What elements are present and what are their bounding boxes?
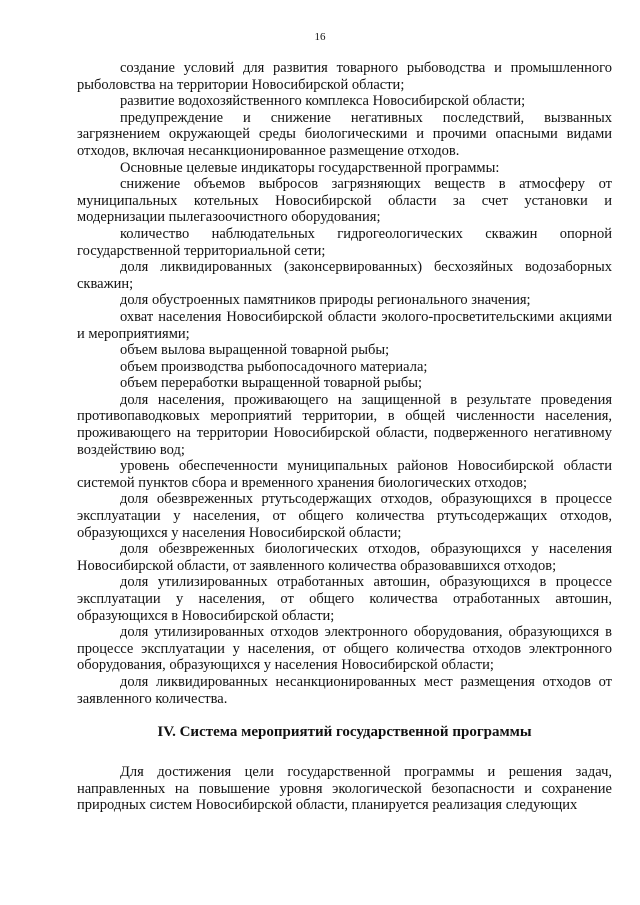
paragraph: Основные целевые индикаторы государственной программы:: [120, 159, 500, 176]
paragraph: количество наблюдательных гидрогеологических скважин опорной государственной территориальной сети;: [77, 225, 612, 259]
paragraph: объем производства рыбопосадочного материала;: [120, 358, 428, 375]
paragraph: развитие водохозяйственного комплекса Новосибирской области;: [120, 93, 526, 110]
paragraph: доля ликвидированных несанкционированных мест размещения отходов от заявленного количества.: [77, 673, 612, 707]
paragraph: доля обезвреженных ртутьсодержащих отходов, образующихся в процессе эксплуатации у населения, от общего количества ртутьсодержащих отходов, образующихся у населения Новосибирской области;: [77, 491, 612, 541]
paragraph: доля утилизированных отработанных автошин, образующихся в процессе эксплуатации у населения, от общего количества отработанных автошин, образующихся в Новосибирской области;: [77, 574, 612, 624]
paragraph: охват населения Новосибирской области эколого-просветительскими акциями и мероприятиями;: [77, 308, 612, 342]
document-body: [77, 60, 612, 814]
paragraph: доля обустроенных памятников природы регионального значения;: [120, 292, 531, 309]
page-number: 16: [314, 31, 326, 43]
paragraph: доля обезвреженных биологических отходов, образующихся у населения Новосибирской области, от заявленного количества образовавшихся отходов;: [77, 541, 612, 574]
paragraph: уровень обеспеченности муниципальных районов Новосибирской области системой пунктов сбора и временного хранения биологических отходов;: [77, 458, 612, 491]
paragraph: объем вылова выращенной товарной рыбы;: [120, 342, 390, 359]
paragraph: доля населения, проживающего на защищенной в результате проведения противопаводковых мероприятий территории, в общей численности населения, проживающего на территории Новосибирской области, подверженного негативному воздействию вод;: [77, 391, 612, 458]
section-heading: IV. Система мероприятий государственной программы: [157, 724, 532, 741]
paragraph: доля ликвидированных (законсервированных) бесхозяйных водозаборных скважин;: [77, 259, 612, 292]
paragraph: создание условий для развития товарного рыбоводства и промышленного рыболовства на территории Новосибирской области;: [77, 60, 612, 93]
paragraph: объем переработки выращенной товарной рыбы;: [120, 375, 423, 392]
paragraph: снижение объемов выбросов загрязняющих веществ в атмосферу от муниципальных котельных Новосибирской области за счет установки и модернизации пылегазоочистного оборудования;: [77, 176, 612, 226]
paragraph: предупреждение и снижение негативных последствий, вызванных загрязнением окружающей среды биологическими и прочими опасными видами отходов, включая несанкционированное размещение отходов.: [77, 109, 612, 159]
paragraph: Для достижения цели государственной программы и решения задач, направленных на повышение уровня экологической безопасности и сохранение природных систем Новосибирской области, планируется реализация следующих: [77, 764, 612, 814]
paragraph: доля утилизированных отходов электронного оборудования, образующихся в процессе эксплуатации у населения, от общего количества отходов электронного оборудования, образующихся у населения Новосибирской области;: [77, 624, 612, 674]
